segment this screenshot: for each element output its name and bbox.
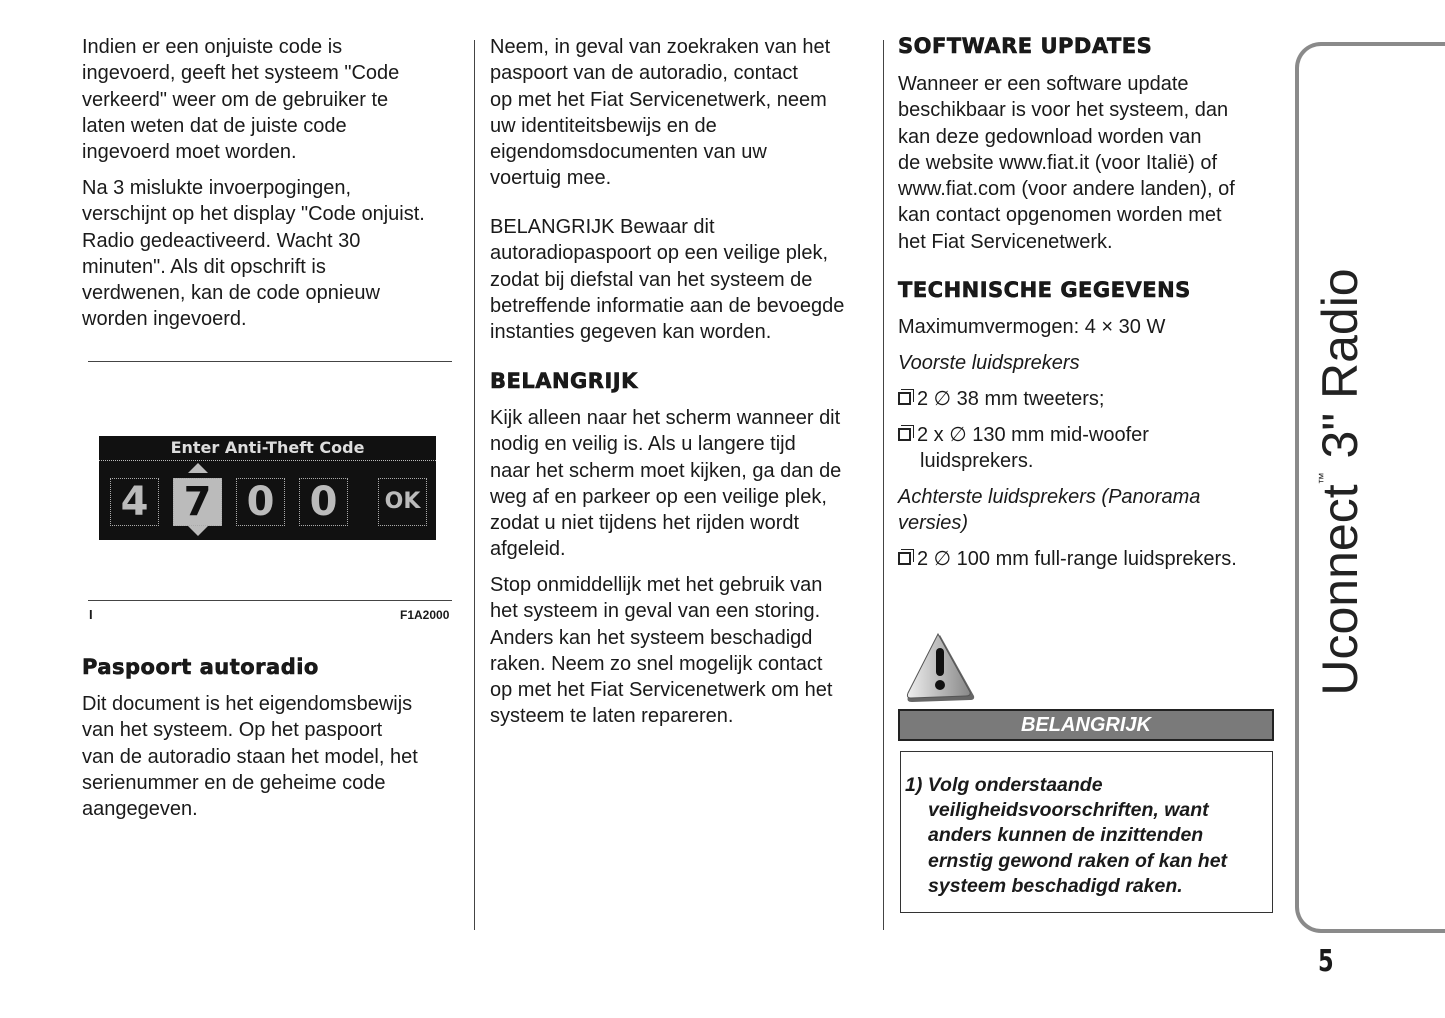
paragraph-paspoort — [82, 691, 418, 822]
paragraph-software-updates — [898, 71, 1235, 255]
text-line: het systeem in geval van een storing. — [490, 600, 821, 623]
arrow-up-icon — [188, 463, 208, 473]
spec-text: 2 ∅ 38 mm tweeters; — [917, 388, 1105, 410]
text-line: op met het Fiat Servicenetwerk om het — [490, 679, 833, 702]
figure-top-rule — [88, 361, 452, 362]
text-line: het Fiat Servicenetwerk. — [898, 230, 1113, 253]
warning-line: 1) Volg onderstaande — [905, 774, 1103, 796]
code-digit: 0 — [236, 478, 285, 526]
warning-line: systeem beschadigd raken. — [928, 874, 1183, 897]
figure-code: F1A2000 — [400, 608, 450, 622]
warning-line: ernstig gewond raken of kan het — [928, 849, 1228, 872]
page-number: 5 — [1318, 944, 1334, 979]
heading-belangrijk: BELANGRIJK — [490, 369, 638, 393]
text-line: uw identiteitsbewijs en de — [490, 114, 717, 137]
display-title: Enter Anti-Theft Code — [170, 438, 365, 457]
chapter-title-text: Uconnect — [1312, 484, 1368, 696]
spec-rear-fullrange — [898, 546, 1237, 572]
spec-front-woofer — [898, 422, 1149, 475]
text-line: van het systeem. Op het paspoort — [82, 719, 383, 742]
text-line: afgeleid. — [490, 538, 566, 561]
paragraph-keep-safe — [490, 214, 844, 345]
text-line: Radio gedeactiveerd. Wacht 30 — [82, 229, 361, 252]
text-line: van de autoradio staan het model, het — [82, 745, 418, 768]
text-line: systeem te laten repareren. — [490, 705, 734, 728]
ok-button: OK — [378, 478, 427, 526]
paragraph-screen-safety — [490, 405, 841, 563]
chapter-title — [1311, 268, 1369, 695]
heading-paspoort: Paspoort autoradio — [82, 655, 319, 679]
text-line: Stop onmiddellijk met het gebruik van — [490, 574, 823, 596]
text-line: Anders kan het systeem beschadigd — [490, 626, 813, 649]
code-digit: 0 — [299, 478, 348, 526]
heading-technical-data: TECHNISCHE GEGEVENS — [898, 278, 1191, 302]
code-digit-selected: 7 — [173, 478, 222, 526]
column-divider — [474, 40, 475, 930]
text-line: laten weten dat de juiste code — [82, 114, 347, 137]
warning-title-bar: BELANGRIJK — [898, 709, 1274, 741]
text-line: www.fiat.com (voor andere landen), of — [898, 178, 1235, 201]
text-line: zodat u niet tijdens het rijden wordt — [490, 512, 800, 535]
arrow-down-icon — [188, 526, 208, 536]
text-line: Achterste luidsprekers (Panorama — [898, 486, 1201, 508]
text-line: Neem, in geval van zoekraken van het — [490, 36, 831, 58]
checkbox-bullet-icon — [898, 392, 911, 405]
spec-text: 2 x ∅ 130 mm mid-woofer — [917, 424, 1149, 446]
text-line: zodat bij diefstal van het systeem de — [490, 268, 813, 291]
spec-rear-label — [898, 484, 1200, 537]
warning-line: veiligheidsvoorschriften, want — [928, 799, 1209, 822]
chapter-title-rest: 3" Radio — [1312, 268, 1368, 473]
text-line: kan deze gedownload worden van — [898, 125, 1202, 148]
text-line: verdwenen, kan de code opnieuw — [82, 282, 380, 305]
text-line: de website www.fiat.it (voor Italië) of — [898, 151, 1218, 174]
text-line: paspoort van de autoradio, contact — [490, 62, 798, 85]
figure-marker: I — [89, 607, 93, 622]
text-line: op met het Fiat Servicenetwerk, neem — [490, 88, 827, 111]
spec-front-label: Voorste luidsprekers — [898, 352, 1080, 374]
text-line: minuten". Als dit opschrift is — [82, 255, 326, 278]
text-line: versies) — [898, 512, 969, 535]
column-divider — [883, 40, 884, 930]
warning-line: anders kunnen de inzittenden — [928, 824, 1204, 847]
text-line: nodig en veilig is. Als u langere tijd — [490, 433, 796, 456]
text-line: Na 3 mislukte invoerpogingen, — [82, 177, 352, 199]
text-line: Kijk alleen naar het scherm wanneer dit — [490, 407, 841, 429]
figure-bottom-rule — [88, 600, 452, 601]
text-line: worden ingevoerd. — [82, 308, 247, 331]
text-line: serienummer en de geheime code — [82, 771, 386, 794]
text-line: Wanneer er een software update — [898, 73, 1189, 95]
text-line: eigendomsdocumenten van uw — [490, 141, 767, 164]
paragraph-wrong-code — [82, 34, 399, 165]
text-line: verkeerd" weer om de gebruiker te — [82, 88, 389, 111]
display-separator — [99, 460, 436, 462]
paragraph-malfunction — [490, 572, 832, 730]
checkbox-bullet-icon — [898, 428, 911, 441]
text-line: kan contact opgenomen worden met — [898, 204, 1222, 227]
text-line: BELANGRIJK Bewaar dit — [490, 216, 715, 238]
text-line: Dit document is het eigendomsbewijs — [82, 693, 413, 715]
heading-software-updates: SOFTWARE UPDATES — [898, 34, 1153, 58]
text-line: aangegeven. — [82, 798, 198, 821]
text-line: beschikbaar is voor het systeem, dan — [898, 99, 1229, 122]
spec-text: 2 ∅ 100 mm full-range luidsprekers. — [917, 548, 1237, 570]
text-line: naar het scherm moet kijken, ga dan de — [490, 459, 842, 482]
spec-front-tweeters — [898, 386, 1104, 412]
text-line: betreffende informatie aan de bevoegde — [490, 294, 845, 317]
trademark: ™ — [1316, 472, 1330, 485]
text-line: ingevoerd, geeft het systeem "Code — [82, 62, 400, 85]
spec-power: Maximumvermogen: 4 × 30 W — [898, 316, 1166, 338]
warning-text — [905, 773, 1227, 899]
warning-triangle-icon — [904, 632, 976, 704]
text-line: weg af en parkeer op een veilige plek, — [490, 485, 827, 508]
anti-theft-display-figure — [99, 436, 436, 540]
text-line: raken. Neem zo snel mogelijk contact — [490, 652, 823, 675]
text-line: verschijnt op het display "Code onjuist. — [82, 203, 425, 226]
text-line: autoradiopaspoort op een veilige plek, — [490, 242, 829, 265]
paragraph-lost-passport — [490, 34, 830, 192]
code-digit: 4 — [110, 478, 159, 526]
spec-text: luidsprekers. — [920, 450, 1034, 473]
checkbox-bullet-icon — [898, 552, 911, 565]
paragraph-failed-attempts — [82, 175, 425, 333]
text-line: instanties gegeven kan worden. — [490, 321, 772, 344]
text-line: ingevoerd moet worden. — [82, 141, 297, 164]
text-line: Indien er een onjuiste code is — [82, 36, 343, 58]
text-line: voertuig mee. — [490, 167, 612, 190]
